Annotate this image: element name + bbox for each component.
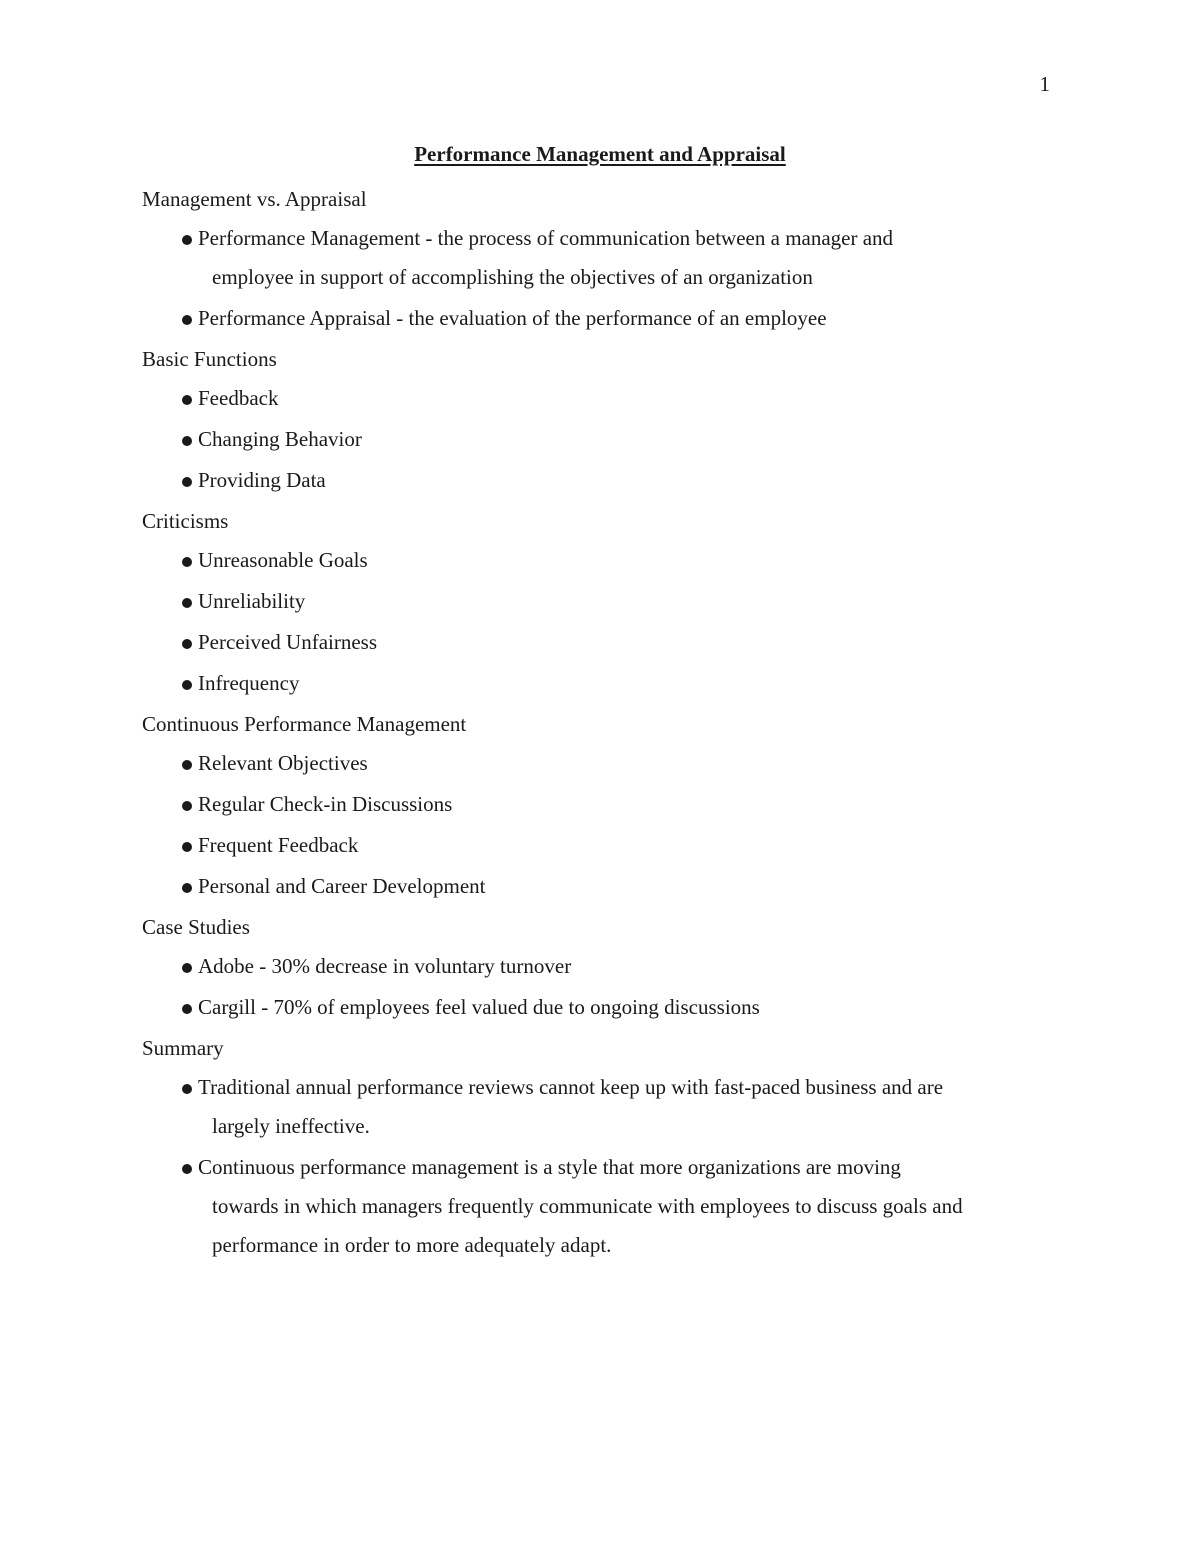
bullet-item bbox=[142, 420, 1062, 459]
bullet-text bbox=[198, 219, 1062, 297]
bullet-line: Personal and Career Development bbox=[198, 874, 486, 898]
bullet-item bbox=[142, 988, 1062, 1027]
document-title-text: Performance Management and Appraisal bbox=[414, 142, 786, 166]
bullet-dot-icon bbox=[182, 842, 192, 852]
bullet-dot-icon bbox=[182, 477, 192, 487]
bullet-line: Infrequency bbox=[198, 671, 300, 695]
bullet-dot-icon bbox=[182, 1084, 192, 1094]
bullet-text bbox=[198, 826, 1062, 865]
bullet-continuation-line: towards in which managers frequently communicate with employees to discuss goals and bbox=[212, 1194, 963, 1218]
bullet-line: Unreliability bbox=[198, 589, 306, 613]
outline-section bbox=[142, 908, 1062, 1027]
bullet-line: Performance Appraisal - the evaluation of the performance of an employee bbox=[198, 306, 827, 330]
section-heading: Management vs. Appraisal bbox=[142, 187, 367, 211]
bullet-item bbox=[142, 664, 1062, 703]
bullet-line: Relevant Objectives bbox=[198, 751, 368, 775]
bullet-line: Adobe - 30% decrease in voluntary turnover bbox=[198, 954, 572, 978]
bullet-line: Changing Behavior bbox=[198, 427, 362, 451]
bullet-line: Performance Management - the process of communication between a manager and bbox=[198, 226, 894, 250]
section-heading: Summary bbox=[142, 1036, 224, 1060]
bullet-item bbox=[142, 461, 1062, 500]
bullet-text bbox=[198, 299, 1062, 338]
bullet-item bbox=[142, 867, 1062, 906]
bullet-item bbox=[142, 379, 1062, 418]
outline-section bbox=[142, 340, 1062, 500]
bullet-text bbox=[198, 541, 1062, 580]
bullet-item bbox=[142, 219, 1062, 297]
bullet-list bbox=[142, 541, 1062, 703]
bullet-item bbox=[142, 623, 1062, 662]
outline-section bbox=[142, 502, 1062, 703]
bullet-text bbox=[198, 988, 1062, 1027]
bullet-dot-icon bbox=[182, 395, 192, 405]
bullet-line: Providing Data bbox=[198, 468, 326, 492]
bullet-text bbox=[198, 379, 1062, 418]
bullet-text bbox=[198, 582, 1062, 621]
bullet-text bbox=[198, 1068, 1062, 1146]
bullet-item bbox=[142, 947, 1062, 986]
bullet-continuation-line: largely ineffective. bbox=[212, 1114, 370, 1138]
bullet-dot-icon bbox=[182, 235, 192, 245]
bullet-text bbox=[198, 744, 1062, 783]
section-heading: Continuous Performance Management bbox=[142, 712, 467, 736]
bullet-text bbox=[198, 623, 1062, 662]
bullet-list bbox=[142, 379, 1062, 500]
bullet-line: Cargill - 70% of employees feel valued due to ongoing discussions bbox=[198, 995, 760, 1019]
bullet-item bbox=[142, 1148, 1062, 1265]
bullet-text bbox=[198, 867, 1062, 906]
bullet-dot-icon bbox=[182, 801, 192, 811]
bullet-text bbox=[198, 785, 1062, 824]
bullet-text bbox=[198, 420, 1062, 459]
outline-section bbox=[142, 180, 1062, 338]
section-heading: Case Studies bbox=[142, 915, 250, 939]
bullet-line: Traditional annual performance reviews cannot keep up with fast-paced business and are bbox=[198, 1075, 944, 1099]
bullet-dot-icon bbox=[182, 883, 192, 893]
outline-section bbox=[142, 705, 1062, 906]
bullet-list bbox=[142, 744, 1062, 906]
bullet-dot-icon bbox=[182, 315, 192, 325]
bullet-text bbox=[198, 1148, 1062, 1265]
bullet-dot-icon bbox=[182, 963, 192, 973]
bullet-line: Unreasonable Goals bbox=[198, 548, 368, 572]
bullet-item bbox=[142, 582, 1062, 621]
bullet-dot-icon bbox=[182, 680, 192, 690]
bullet-list bbox=[142, 1068, 1062, 1265]
bullet-line: Regular Check-in Discussions bbox=[198, 792, 453, 816]
bullet-item bbox=[142, 1068, 1062, 1146]
bullet-dot-icon bbox=[182, 639, 192, 649]
bullet-dot-icon bbox=[182, 760, 192, 770]
section-heading: Basic Functions bbox=[142, 347, 277, 371]
bullet-list bbox=[142, 219, 1062, 338]
page-number: 1 bbox=[1039, 72, 1050, 96]
bullet-continuation-line: employee in support of accomplishing the objectives of an organization bbox=[212, 265, 813, 289]
bullet-dot-icon bbox=[182, 436, 192, 446]
bullet-text bbox=[198, 664, 1062, 703]
bullet-item bbox=[142, 541, 1062, 580]
bullet-line: Perceived Unfairness bbox=[198, 630, 378, 654]
bullet-line: Frequent Feedback bbox=[198, 833, 359, 857]
bullet-continuation-line: performance in order to more adequately adapt. bbox=[212, 1233, 612, 1257]
document-title bbox=[0, 141, 1200, 167]
document-body bbox=[142, 180, 1062, 1267]
bullet-text bbox=[198, 947, 1062, 986]
bullet-dot-icon bbox=[182, 1164, 192, 1174]
bullet-line: Feedback bbox=[198, 386, 279, 410]
bullet-item bbox=[142, 826, 1062, 865]
bullet-line: Continuous performance management is a style that more organizations are moving bbox=[198, 1155, 901, 1179]
bullet-dot-icon bbox=[182, 598, 192, 608]
bullet-dot-icon bbox=[182, 1004, 192, 1014]
bullet-item bbox=[142, 785, 1062, 824]
outline-section bbox=[142, 1029, 1062, 1265]
bullet-item bbox=[142, 299, 1062, 338]
bullet-dot-icon bbox=[182, 557, 192, 567]
bullet-list bbox=[142, 947, 1062, 1027]
section-heading: Criticisms bbox=[142, 509, 229, 533]
bullet-item bbox=[142, 744, 1062, 783]
bullet-text bbox=[198, 461, 1062, 500]
